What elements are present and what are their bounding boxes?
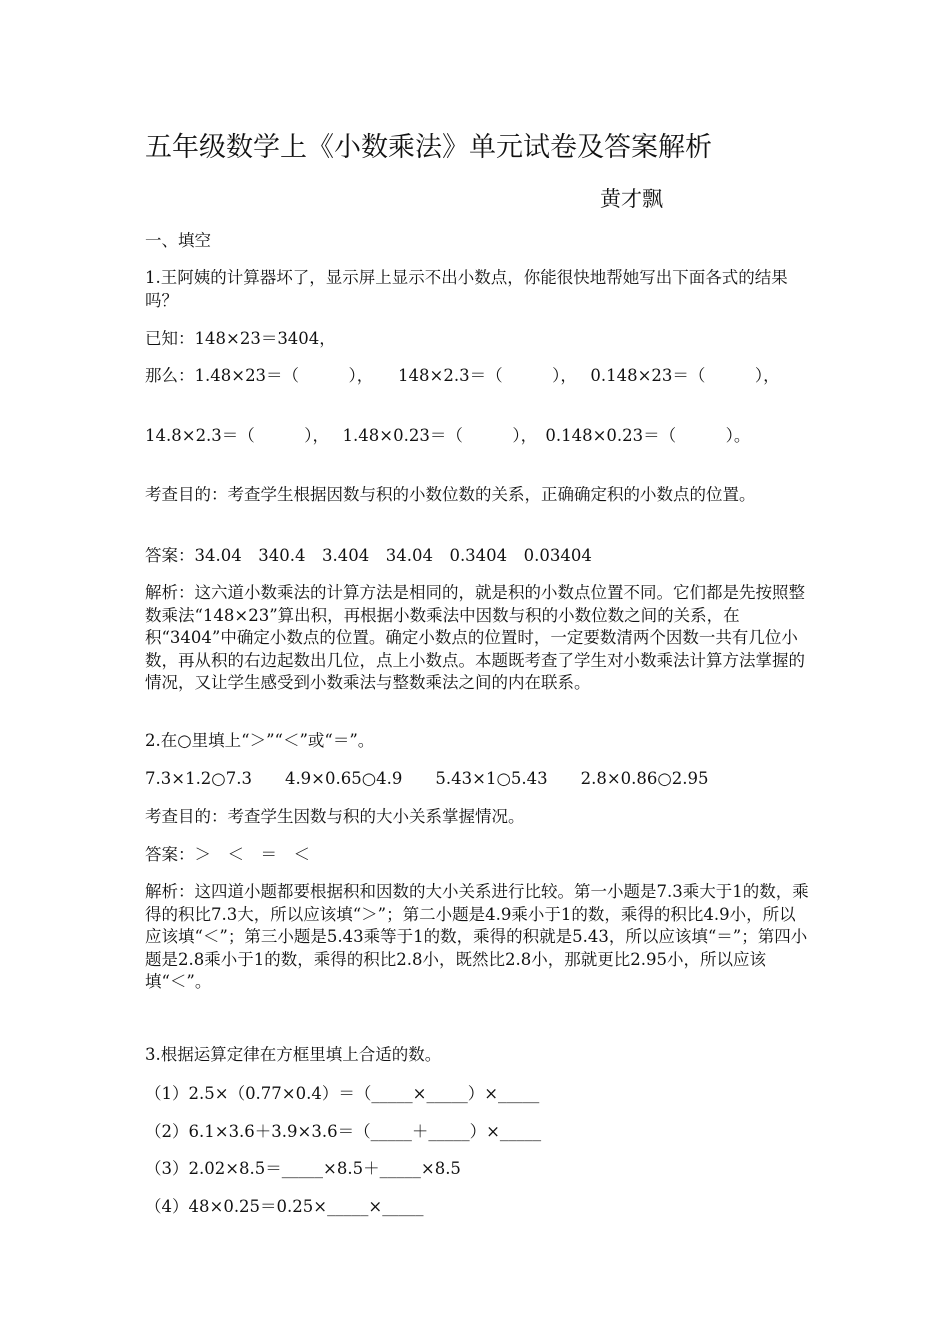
question-3-item-2: （2）6.1×3.6＋3.9×3.6＝（_____＋_____）×_____ [145, 1122, 542, 1141]
question-2-answer: 答案：＞ ＜ ＝ ＜ [145, 845, 310, 864]
question-1-text: 1.王阿姨的计算器坏了，显示屏上显示不出小数点，你能很快地帮她写出下面各式的结果吗？ [145, 268, 788, 310]
question-1-known: 已知：148×23＝3404， [145, 329, 336, 348]
question-1-answer: 答案：34.04 340.4 3.404 34.04 0.3404 0.03404 [145, 546, 592, 565]
question-1-line-1: 那么：1.48×23＝（ ）， 148×2.3＝（ ）， 0.148×23＝（ ）， [145, 366, 780, 385]
question-3-item-4: （4）48×0.25＝0.25×_____×_____ [145, 1197, 424, 1216]
question-1-purpose: 考查目的：考查学生根据因数与积的小数位数的关系，正确确定积的小数点的位置。 [145, 485, 756, 504]
author-name: 黄才飘 [600, 187, 663, 211]
section-heading: 一、填空 [145, 231, 211, 250]
question-1-line-2: 14.8×2.3＝（ ）， 1.48×0.23＝（ ）， 0.148×0.23＝（ ）。 [145, 426, 751, 445]
question-3-item-1: （1）2.5×（0.77×0.4）＝（_____×_____）×_____ [145, 1084, 540, 1103]
question-2-text: 2.在○里填上“＞”“＜”或“＝”。 [145, 731, 375, 750]
question-1-analysis: 解析：这六道小数乘法的计算方法是相同的，就是积的小数点位置不同。它们都是先按照整数乘法“148×23”算出积，再根据小数乘法中因数与积的小数位数之间的关系，在积“3404”中确定小数点的位置。确定小数点的位置时，一定要数清两个因数一共有几位小数，再从积的右边起数出几位，点上小数点。本题既考查了学生对小数乘法计算方法掌握的情况，又让学生感受到小数乘法与整数乘法之间的内在联系。 [145, 583, 805, 692]
question-2-purpose: 考查目的：考查学生因数与积的大小关系掌握情况。 [145, 807, 525, 826]
question-2-items: 7.3×1.2○7.3 4.9×0.65○4.9 5.43×1○5.43 2.8×0.86○2.95 [145, 769, 709, 788]
question-3-item-3: （3）2.02×8.5＝_____×8.5＋_____×8.5 [145, 1159, 461, 1178]
question-3-text: 3.根据运算定律在方框里填上合适的数。 [145, 1045, 442, 1064]
document-title: 五年级数学上《小数乘法》单元试卷及答案解析 [145, 132, 712, 163]
question-2-analysis: 解析：这四道小题都要根据积和因数的大小关系进行比较。第一小题是7.3乘大于1的数，乘得的积比7.3大，所以应该填“＞”；第二小题是4.9乘小于1的数，乘得的积比4.9小，所以应该填“＜”；第三小题是5.43乘等于1的数，乘得的积就是5.43，所以应该填“＝”；第四小题是2.8乘小于1的数，乘得的积比2.8小，既然比2.8小，那就更比2.95小，所以应该填“＜”。 [145, 882, 809, 991]
